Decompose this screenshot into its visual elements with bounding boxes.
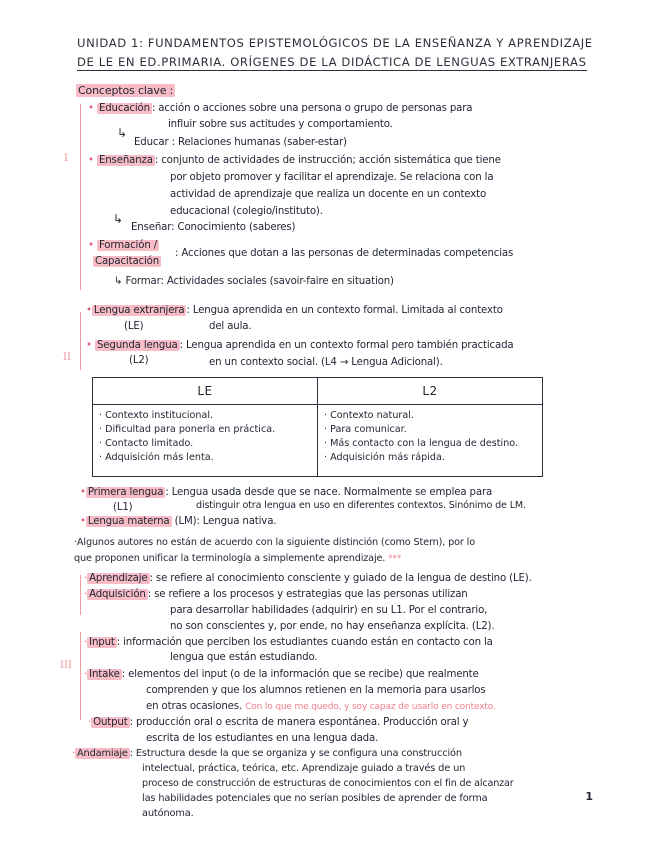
l2-item: · Adquisición más rápida. xyxy=(324,452,445,463)
le-item: · Contacto limitado. xyxy=(99,438,194,449)
formacion-term-2: Capacitación xyxy=(95,256,160,267)
ensenanza-def-3: actividad de aprendizaje que realiza un docente en un contexto xyxy=(170,189,487,200)
autores-line-1: ·Algunos autores no están de acuerdo con la siguiente distinción (como Stern), por lo xyxy=(74,537,475,548)
title-line-1: UNIDAD 1: FUNDAMENTOS EPISTEMOLÓGICOS DE LA ENSEÑANZA Y APRENDIZAJE xyxy=(77,36,593,50)
adquisicion-def-2: para desarrollar habilidades (adquirir) en su L1. Por el contrario, xyxy=(170,605,488,616)
output-entry: · Output : producción oral o escrita de manera espontánea. Producción oral y xyxy=(88,717,469,728)
lm-entry: • Lengua materna (LM): Lengua nativa. xyxy=(80,516,277,527)
adquisicion-def-3: no son conscientes y, por ende, no hay enseñanza explícita. (L2). xyxy=(170,621,495,632)
educacion-def-2: influir sobre sus actitudes y comportamiento. xyxy=(168,119,393,130)
adquisicion-entry: · Adquisición : se refiere a los procesos y estrategias que las personas utilizan xyxy=(84,589,468,600)
l2-item: · Contexto natural. xyxy=(324,410,414,421)
margin-line-1 xyxy=(80,104,81,290)
margin-line-3 xyxy=(80,575,81,615)
input-def-2: lengua que están estudiando. xyxy=(170,652,318,663)
margin-mark-II: II xyxy=(63,352,71,363)
l2-abbr: (L2) xyxy=(129,355,149,366)
l1-abbr: (L1) xyxy=(113,502,133,513)
andamiaje-def-4: las habilidades potenciales que no serían posibles de aprender de forma xyxy=(142,793,488,804)
educacion-term: Educación xyxy=(98,103,150,114)
andamiaje-def-5: autónoma. xyxy=(142,808,194,819)
l2-column xyxy=(318,405,543,477)
l1-entry: • Primera lengua : Lengua usada desde que se nace. Normalmente se emplea para xyxy=(80,487,493,498)
educacion-entry: • Educación : acción o acciones sobre una persona o grupo de personas para xyxy=(88,103,473,114)
output-def-2: escrita de los estudiantes en una lengua dada. xyxy=(146,733,379,744)
l2-entry: • Segunda lengua : Lengua aprendida en un contexto formal pero también practicada xyxy=(86,340,514,351)
l2-item: · Más contacto con la lengua de destino. xyxy=(324,438,519,449)
le-column xyxy=(93,405,318,477)
input-entry: · Input : información que perciben los estudiantes cuando están en contacto con la xyxy=(84,637,493,648)
aprendizaje-entry: · Aprendizaje : se refiere al conocimiento consciente y guiado de la lengua de destino (LE). xyxy=(84,573,532,584)
le-l2-comparison-table xyxy=(92,377,543,477)
ensenar-sub: Enseñar: Conocimiento (saberes) xyxy=(131,222,296,233)
intake-entry: · Intake : elementos del input (o de la información que se recibe) que realmente xyxy=(84,669,479,680)
margin-line-4 xyxy=(80,632,81,720)
table-header-le: LE xyxy=(93,378,318,405)
andamiaje-def-2: intelectual, práctica, teórica, etc. Aprendizaje guiado a través de un xyxy=(142,763,466,774)
arrow-icon: ↳ xyxy=(117,126,128,140)
autores-line-2: que proponen unificar la terminología a simplemente aprendizaje. *** xyxy=(74,553,402,564)
le-item: · Adquisición más lenta. xyxy=(99,452,214,463)
educar-sub: Educar : Relaciones humanas (saber-estar) xyxy=(134,137,347,148)
l2-item: · Para comunicar. xyxy=(324,424,407,435)
le-item: · Dificultad para ponerla en práctica. xyxy=(99,424,276,435)
intake-def-3: en otras ocasiones. Con lo que me quedo, y soy capaz de usarlo en contexto. xyxy=(146,701,496,712)
l2-def-2: en un contexto social. (L4 → Lengua Adicional). xyxy=(209,357,443,368)
arrow-icon: ↳ xyxy=(113,212,124,226)
arrow-icon: ↳ xyxy=(114,276,126,287)
page-number: 1 xyxy=(585,790,593,803)
formacion-def: : Acciones que dotan a las personas de determinadas competencias xyxy=(175,248,514,259)
conceptos-clave-header: Conceptos clave : xyxy=(78,84,174,97)
le-item: · Contexto institucional. xyxy=(99,410,214,421)
le-entry: • Lengua extranjera : Lengua aprendida en un contexto formal. Limitada al contexto xyxy=(86,305,503,316)
title-line-2: DE LE EN ED.PRIMARIA. ORÍGENES DE LA DIDÁCTICA DE LENGUAS EXTRANJERAS xyxy=(77,55,587,69)
formar-sub: ↳ Formar: Actividades sociales (savoir-faire en situation) xyxy=(114,276,394,287)
margin-line-2 xyxy=(80,312,81,370)
l1-def-2: distinguir otra lengua en uso en diferentes contextos. Sinónimo de LM. xyxy=(196,500,526,511)
formacion-term-1: • Formación / xyxy=(88,240,157,251)
ensenanza-def-2: por objeto promover y facilitar el aprendizaje. Se relaciona con la xyxy=(170,172,494,183)
ensenanza-def-4: educacional (colegio/instituto). xyxy=(170,206,323,217)
le-def-2: del aula. xyxy=(209,321,252,332)
margin-mark-I: I xyxy=(64,153,68,164)
margin-mark-III: III xyxy=(60,660,72,671)
intake-note: Con lo que me quedo, y soy capaz de usarlo en contexto. xyxy=(245,702,496,712)
andamiaje-def-3: proceso de construcción de estructuras de conocimientos con el fin de alcanzar xyxy=(142,778,514,789)
le-abbr: (LE) xyxy=(124,321,144,332)
andamiaje-entry: · Andamiaje : Estructura desde la que se organiza y se configura una construcción xyxy=(72,748,462,759)
table-header-l2: L2 xyxy=(318,378,543,405)
ensenanza-entry: • Enseñanza : conjunto de actividades de instrucción; acción sistemática que tiene xyxy=(88,155,501,166)
intake-def-2: comprenden y que los alumnos retienen en la memoria para usarlos xyxy=(146,685,486,696)
